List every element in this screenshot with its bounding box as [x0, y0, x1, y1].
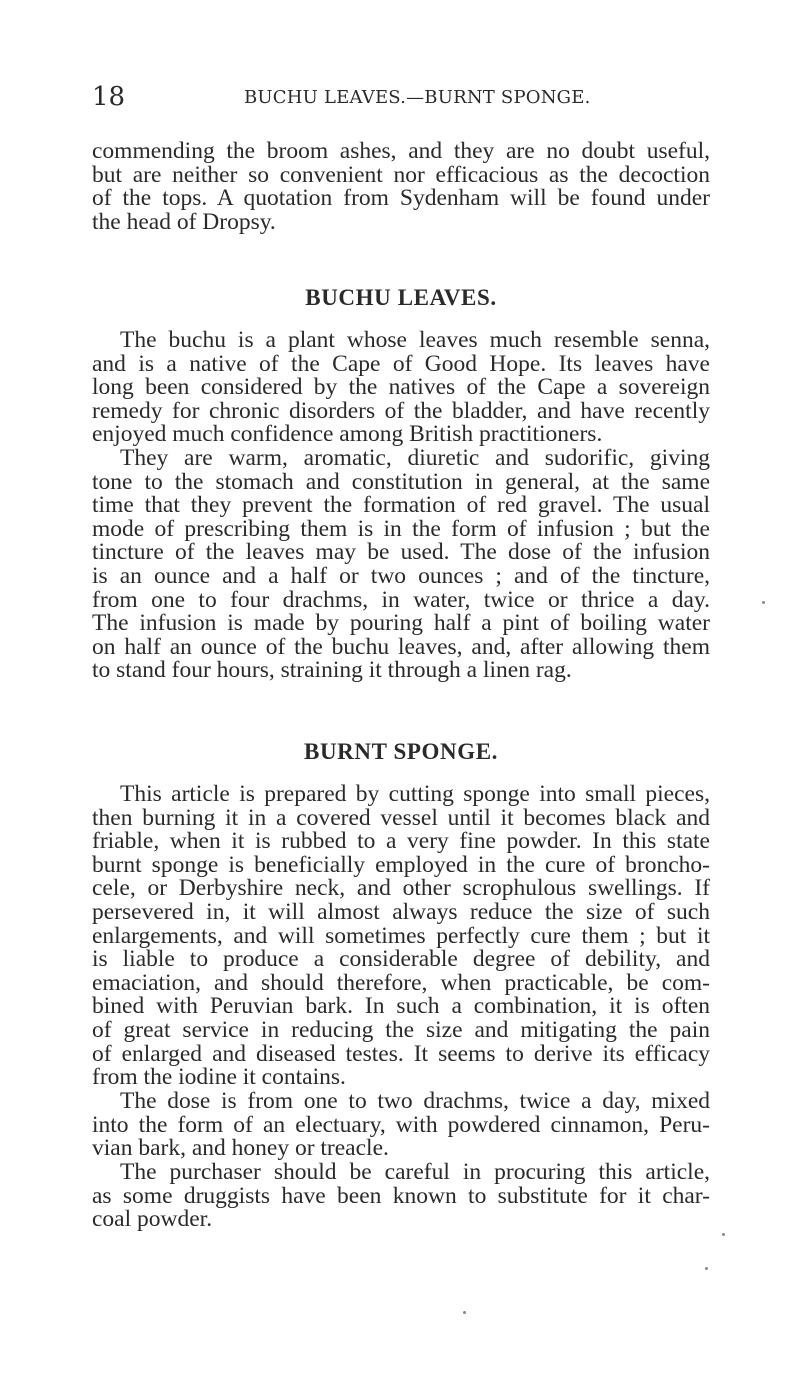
print-speck: [463, 1311, 466, 1314]
text-line: tincture of the leaves may be used. The dose of the infusion: [92, 539, 710, 566]
text-line: on half an ounce of the buchu leaves, and, after allowing them: [92, 633, 710, 660]
sponge-paragraph-3: [92, 1161, 710, 1232]
text-line: from the iodine it contains.: [92, 1064, 346, 1091]
buchu-paragraph-1: [92, 329, 710, 447]
text-line: coal powder.: [92, 1206, 213, 1233]
page-number: 18: [92, 82, 126, 112]
text-line: the head of Dropsy.: [92, 208, 276, 235]
text-line: enlargements, and will sometimes perfectly cure them ; but it: [92, 922, 710, 949]
sponge-paragraph-1: [92, 783, 710, 1090]
running-title: BUCHU LEAVES.—BURNT SPONGE.: [244, 87, 591, 108]
text-line: cele, or Derbyshire neck, and other scrophulous swellings. If: [92, 875, 710, 902]
text-line: emaciation, and should therefore, when practicable, be com-: [92, 969, 710, 996]
text-line: burnt sponge is beneficially employed in the cure of broncho-: [92, 851, 710, 878]
text-line: into the form of an electuary, with powdered cinnamon, Peru-: [92, 1111, 710, 1138]
text-line: but are neither so convenient nor efficacious as the decoction: [92, 161, 710, 188]
text-line: remedy for chronic disorders of the bladder, and have recently: [92, 397, 710, 424]
running-header: [92, 82, 702, 112]
text-line: persevered in, it will almost always reduce the size of such: [92, 898, 710, 925]
section-heading-buchu: BUCHU LEAVES.: [305, 285, 497, 310]
text-line: The purchaser should be careful in procuring this article,: [120, 1159, 710, 1185]
sponge-paragraph-2: [92, 1090, 710, 1161]
print-speck: [722, 1233, 725, 1236]
text-line: then burning it in a covered vessel until it becomes black and: [92, 804, 710, 831]
text-line: friable, when it is rubbed to a very fine powder. In this state: [92, 828, 710, 855]
print-speck: [762, 601, 765, 604]
text-line: The infusion is made by pouring half a pint of boiling water: [92, 610, 710, 637]
text-line: to stand four hours, straining it through a linen rag.: [92, 657, 572, 684]
text-line: This article is prepared by cutting sponge into small pieces,: [120, 781, 710, 807]
text-line: enjoyed much confidence among British practitioners.: [92, 421, 603, 448]
text-line: mode of prescribing them is in the form of infusion ; but the: [92, 515, 710, 542]
buchu-paragraph-2: [92, 447, 710, 683]
text-line: They are warm, aromatic, diuretic and sudorific, giving: [120, 445, 710, 471]
text-line: The dose is from one to two drachms, twice a day, mixed: [120, 1088, 710, 1114]
text-line: time that they prevent the formation of red gravel. The usual: [92, 492, 710, 519]
section-heading-sponge: BURNT SPONGE.: [304, 739, 498, 764]
text-line-italic-ref: [92, 208, 710, 235]
print-speck: [705, 1267, 708, 1270]
text-line: vian bark, and honey or treacle.: [92, 1135, 389, 1162]
text-line: of the tops. A quotation from Sydenham will be found under: [92, 185, 710, 212]
intro-paragraph: [92, 140, 710, 234]
text-line: is an ounce and a half or two ounces ; and of the tincture,: [92, 562, 710, 589]
text-line: of enlarged and diseased testes. It seems to derive its efficacy: [92, 1040, 710, 1067]
text-line: from one to four drachms, in water, twice or thrice a day.: [92, 586, 710, 613]
text-line: The buchu is a plant whose leaves much resemble senna,: [120, 327, 710, 353]
text-line: as some druggists have been known to substitute for it char-: [92, 1182, 710, 1209]
text-line: tone to the stomach and constitution in general, at the same: [92, 468, 710, 495]
text-line: of great service in reducing the size and mitigating the pain: [92, 1016, 710, 1043]
text-line: and is a native of the Cape of Good Hope. Its leaves have: [92, 350, 710, 377]
text-line: long been considered by the natives of the Cape a sovereign: [92, 374, 710, 401]
text-line: commending the broom ashes, and they are no doubt useful,: [92, 138, 710, 164]
text-line: bined with Peruvian bark. In such a combination, it is often: [92, 993, 710, 1020]
text-line: is liable to produce a considerable degree of debility, and: [92, 946, 710, 973]
